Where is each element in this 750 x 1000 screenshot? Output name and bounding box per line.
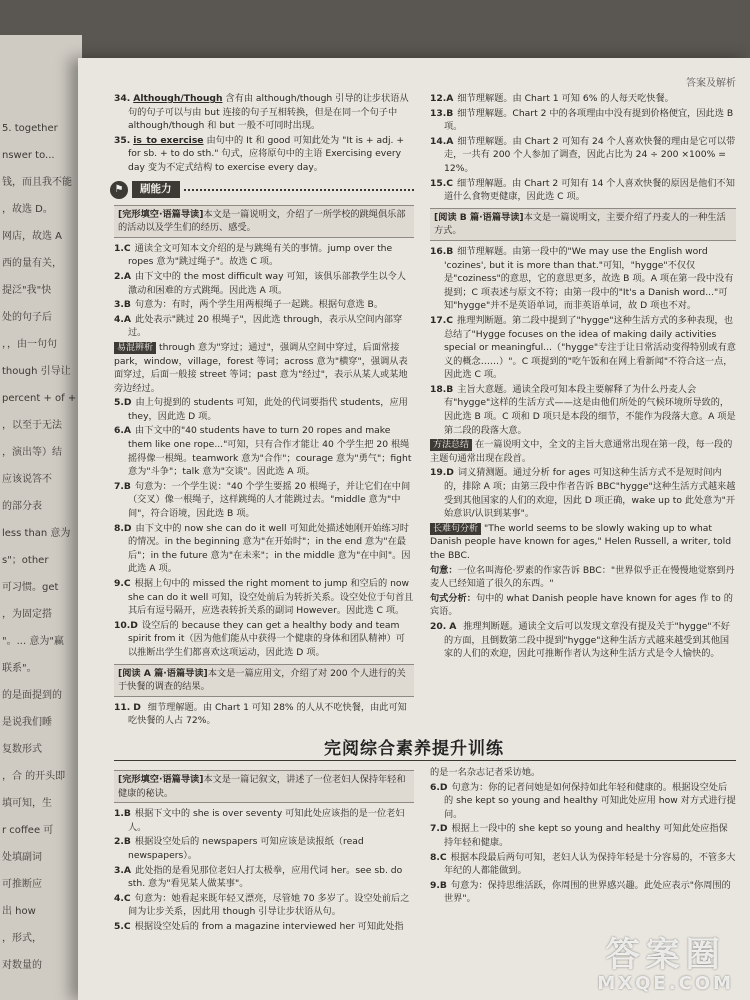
question-number: 8. (114, 522, 124, 534)
answer-list (430, 781, 736, 906)
tip-text: through 意为"穿过；通过"，强调从空间中穿过，后面常接 park，window，village，forest 等词；across 意为"横穿"，强调从表面穿过，后面一般接 street 等词；past 意为"经过"，表示从某人或某地旁边经过。 (114, 341, 408, 394)
answer-letter: C (123, 920, 131, 932)
bottom-right-column (430, 766, 736, 907)
text: 句中的 what Danish people have known for ages 作 to 的宾语。 (430, 592, 733, 618)
answer-letter: D (439, 781, 448, 793)
question-number: 2. (114, 270, 124, 282)
question-number: 7. (114, 480, 124, 492)
explanation: 根据上一段中的 she kept so young and healthy 可知此处应指保持年轻和健康。 (444, 823, 728, 848)
answer-letter: B (123, 480, 131, 492)
question-number: 4. (114, 313, 124, 325)
explanation: 由下文中的 now she can do it well 可知此处描述她刚开始练习时的情况。in the beginning 意为"在开始时"；in the end 意为"在最后"；in the future 意为"在未来"；in the middle 意为"在中间"。因此选 A 项。 (128, 522, 411, 575)
explanation: 主旨大意题。通读全段可知本段主要解释了为什么丹麦人会有"hygge"这样的生活方式——这是由他们所处的气候环境所导致的，因此选 B 项。C 项和 D 项只是本段的细节，不能作为段落大意。A 项是第二段的段落大意。 (444, 383, 736, 436)
explanation: 细节理解题。由 Chart 1 可知 28% 的人从不吃快餐，由此可知吃快餐的人占 72%。 (128, 701, 407, 727)
answer-item (430, 879, 736, 906)
sentence-meaning (430, 564, 736, 591)
guide-tag: [完形填空·语篇导读] (118, 208, 204, 220)
answer-item (430, 383, 736, 437)
question-11 (114, 701, 414, 728)
explanation: 根据设空处后的 from a magazine interviewed her 可知此处指 (134, 920, 404, 932)
passage-guide (114, 205, 414, 238)
answer-letter: B (446, 245, 454, 257)
answer-letter: B (439, 879, 447, 891)
section-title: 完阅综合素养提升训练 (324, 739, 504, 759)
explanation: 根据本段最后两句可知，老妇人认为保持年轻是十分容易的，不管多大年纪的人都能做到。 (444, 851, 736, 877)
answer-item (114, 577, 414, 618)
answer-letter: C (446, 177, 454, 189)
explanation: 由下文中的"40 students have to turn 20 ropes and make them like one rope..."可知，只有合作才能让 40 个学生把 20 根绳摇得像一根绳。teamwork 意为"合作"；courage 意为"勇气"；fight 意为"斗争"；talk 意为"交谈"。因此选 A 项。 (128, 425, 412, 478)
question-number: 1. (114, 808, 124, 820)
section-label: 刷能力 (132, 181, 180, 199)
explanation: 句意为：有时，两个学生用两根绳子一起跳。根据句意选 B。 (134, 299, 384, 311)
question-number: 14. (430, 135, 447, 147)
tip-tag: 易混辨析 (114, 342, 156, 354)
previous-page-text: 处填副词 (2, 852, 42, 863)
watermark-logo (597, 936, 734, 994)
explanation: 句意为：你的记者问她是如何保持如此年轻和健康的。根据设空处后的 she kept so young and healthy 可知此处应用 how 对方式进行提问。 (444, 781, 736, 820)
text: 一位名叫海伦·罗素的作家告诉 BBC："世界似乎正在慢慢地觉察到丹麦人已经知道了很久的东西。" (430, 564, 735, 590)
guide-text: 本文是一篇应用文，介绍了对 200 个人进行的关于快餐的调查的结果。 (118, 667, 406, 693)
answer-letter: C (123, 242, 131, 254)
answer-letter: A (123, 864, 132, 876)
section-band (110, 181, 414, 199)
answer-letter: A (446, 135, 454, 147)
previous-page-text: nswer to... (2, 150, 55, 161)
answer-item (114, 807, 414, 834)
answer-letter: D (130, 619, 138, 631)
answer-letter: D (446, 467, 454, 479)
answer-letter: D (123, 397, 132, 409)
guide-tag: [阅读 A 篇·语篇导读] (118, 667, 208, 679)
question-number: 9. (114, 578, 124, 589)
question-number: 12. (430, 93, 447, 104)
guide-tag: [完形填空·语篇导读] (118, 774, 204, 785)
explanation: 此处指的是看见那位老妇人打太极拳，应用代词 her。see sb. do sth. 意为"看见某人做某事"。 (128, 864, 403, 890)
answer-item (430, 851, 736, 878)
watermark-url: MXQE.COM (597, 973, 734, 994)
divider (114, 760, 736, 761)
answer-item (430, 314, 736, 382)
explanation: 由句中的 It 和 good 可知此处为 "It is + adj. + for sb. + to do sth." 句式，应将原句中的主语 Exercising every day 变为不定式结构 to exercise every day。 (128, 134, 405, 173)
explanation: 句意为：保持思维活跃，你周围的世界感兴趣。此处应表示"你周围的世界"。 (444, 879, 731, 905)
explanation: 细节理解题。由 Chart 1 可知 6% 的人每天吃快餐。 (457, 93, 674, 104)
question-20 (430, 620, 736, 661)
label: 句式分析： (430, 592, 476, 604)
answer-item (430, 245, 736, 313)
previous-page-text: r coffee 可 (2, 825, 54, 836)
explanation: 由上句提到的 students 可知，此处的代词要指代 students，应用 they，因此选 D 项。 (128, 397, 408, 422)
previous-page-text: 西的量有关， (2, 258, 62, 269)
question-number: 18. (430, 383, 447, 395)
previous-page-text: 5. together (2, 123, 58, 134)
answer-item (430, 92, 736, 106)
tip-tag: 方法总结 (430, 439, 472, 451)
previous-page-text: 钱，而且我不能 (2, 177, 72, 188)
flag-icon: ⚑ (110, 181, 128, 199)
question-number: 1. (114, 242, 124, 254)
answer-letter: C (123, 578, 131, 589)
explanation: 推理判断题。通读全文后可以发现文章没有提及关于"hygge"不好的方面，且倒数第二段中提到"hygge"这种生活方式越来越受到其他国家的人们的欢迎，因此可推断作者认为这种生活方式是令人愉快的。 (444, 620, 730, 660)
question-number: 9. (430, 879, 440, 891)
previous-page-text: 可推断应 (2, 879, 42, 890)
explanation: 根据设空处后的 newspapers 可知应该是读报纸（read newspapers）。 (128, 836, 364, 861)
previous-page-text: 提泛"我"快 (2, 285, 52, 296)
answer-list (114, 396, 414, 659)
answer-item (114, 892, 414, 919)
question-number: 5. (114, 920, 124, 932)
previous-page-text: 出 how (2, 906, 36, 917)
question-number: 16. (430, 245, 447, 257)
tip-box (430, 522, 736, 563)
answer-list (430, 466, 736, 520)
answer-item (114, 864, 414, 891)
explanation: 推理判断题。第二段中提到了"hygge"这种生活方式的多种表现，也总结了"Hygge focuses on the idea of making daily activities special or meaningful...（"hygge"专注于让日常活动变得特别或有意义的概念……）"。C 项提到的"吃午饭和在网上看新闻"不符合这一点，因此选 C 项。 (444, 314, 736, 381)
answer-item (430, 822, 736, 849)
question-number: 3. (114, 864, 124, 876)
answer-item (114, 242, 414, 269)
previous-page-text: 处的句子后 (2, 312, 52, 323)
answer-letter: A (449, 620, 457, 632)
answer-item (114, 424, 414, 478)
answer-item (430, 466, 736, 520)
question-number: 35. (114, 134, 131, 146)
previous-page-text: ，演出等）结 (2, 447, 62, 458)
answer-item (114, 920, 414, 934)
answer-item (114, 619, 414, 660)
question-number: 10. (114, 619, 131, 631)
question-number: 2. (114, 836, 124, 848)
answer-letter: A (446, 93, 454, 104)
previous-page-text: ，以至于无法 (2, 420, 62, 431)
answer-letter: D (123, 522, 132, 534)
previous-page-text: 是说我们睡 (2, 717, 52, 728)
answer-text: is_to exercise (133, 134, 204, 146)
question-number: 5. (114, 397, 124, 409)
question-number: 20. (430, 620, 447, 632)
question-number: 15. (430, 177, 447, 189)
previous-page-text: ，故选 D。 (2, 204, 53, 215)
passage-guide (430, 208, 736, 241)
answer-page (78, 58, 750, 1000)
previous-page-text: less than 意为 (2, 528, 71, 539)
watermark-main: 答案圈 (605, 935, 726, 975)
tip-text: "The world seems to be slowly waking up to what Danish people have known for ages," Helen Russell, a writer, told the BBC. (430, 522, 732, 561)
question-number: 11. (114, 701, 131, 713)
answer-item (114, 270, 414, 297)
answer-letter: D (439, 823, 448, 835)
question-number: 6. (114, 425, 124, 437)
previous-page-text: 的部分表 (2, 501, 42, 512)
passage-guide (114, 664, 414, 697)
explanation: 由下文中的 the most difficult way 可知，该俱乐部教学生以令人激动和困难的方式跳绳。因此选 A 项。 (128, 270, 406, 296)
previous-page-text: though 引导让 (2, 366, 71, 377)
previous-page-text: 的是面提到的 (2, 690, 62, 701)
answer-list (430, 92, 736, 204)
guide-text: 本文是一篇记叙文，讲述了一位老妇人保持年轻和健康的秘诀。 (118, 774, 406, 799)
previous-page-text: 联系"。 (2, 663, 37, 674)
previous-page-text: s"；other (2, 555, 49, 566)
previous-page-text: ，为固定搭 (2, 609, 52, 620)
tip-text: 在一篇说明文中，全文的主旨大意通常出现在第一段，每一段的主题句通常出现在段首。 (430, 439, 733, 464)
question-34 (114, 92, 414, 133)
answer-letter: C (123, 892, 131, 904)
answer-letter: B (123, 836, 131, 848)
answer-item (114, 835, 414, 862)
previous-page-text: ，形式， (2, 933, 42, 944)
answer-list (114, 807, 414, 933)
answer-item (114, 522, 414, 576)
tip-tag: 长难句分析 (430, 523, 481, 535)
answer-list (430, 245, 736, 437)
passage-guide (114, 770, 414, 803)
bottom-left-column (114, 766, 414, 935)
tip-box (114, 341, 414, 395)
guide-text: 本文是一篇说明文，主要介绍了丹麦人的一种生活方式。 (434, 211, 726, 237)
previous-page-text: 复数形式 (2, 744, 42, 755)
explanation: 设空后的 because they can get a healthy body and team spirit from it（因为他们能从中获得一个健康的身体和团队精神）可以推断出学生们都喜欢这项运动，因此选 D 项。 (128, 619, 405, 658)
tip-box (430, 438, 736, 465)
answer-letter: B (123, 808, 131, 820)
sentence-analysis (430, 592, 736, 619)
previous-page-text: 对数量的 (2, 960, 42, 971)
label: 句意： (430, 564, 458, 576)
answer-item (114, 396, 414, 423)
explanation: 含有由 although/though 引导的让步状语从句的句子可以与由 but 连接的句子互相转换，但是在同一个句子中 although/though 和 but 一般不可同时出现。 (128, 93, 409, 132)
answer-item (114, 298, 414, 312)
question-number: 19. (430, 467, 447, 479)
explanation: 句意为：她看起来既年轻又漂亮，尽管她 70 多岁了。设空处前后之间为让步关系，因此用 though 引导让步状语从句。 (128, 892, 410, 918)
page-header: 答案及解析 (686, 78, 736, 89)
explanation: 句意为：一个学生说："40 个学生要摇 20 根绳子，并让它们在中间（交叉）像一根绳子，这样跳绳的人才能跳过去。"middle 意为"中间"，符合语境，因此选 B 项。 (128, 480, 411, 520)
previous-page-text: 应该说答不 (2, 474, 52, 485)
answer-letter: B (446, 107, 454, 119)
previous-page-text: 可习惯。get (2, 582, 59, 593)
question-number: 3. (114, 299, 124, 311)
answer-item (430, 107, 736, 134)
previous-page-text: 网店，故选 A (2, 231, 63, 242)
continued-text: 的是一名杂志记者采访她。 (430, 767, 541, 778)
previous-page-text: ，，由一句句 (2, 339, 57, 350)
answer-letter: C (439, 851, 447, 863)
explanation: 细节理解题。Chart 2 中的各项理由中没有提到价格便宜，因此选 B 项。 (444, 107, 734, 133)
question-number: 17. (430, 314, 447, 326)
answer-letter: A (123, 270, 132, 282)
answer-letter: B (123, 299, 131, 311)
answer-item (430, 781, 736, 822)
question-number: 7. (430, 823, 440, 835)
divider (184, 189, 415, 191)
question-number: 8. (430, 851, 440, 863)
left-column (114, 92, 414, 729)
guide-tag: [阅读 B 篇·语篇导读] (434, 211, 524, 223)
previous-page-edge (0, 35, 82, 1000)
right-column (430, 92, 736, 662)
previous-page-text: 填可知，生 (2, 798, 52, 809)
explanation: 根据下文中的 she is over seventy 可知此处应该指的是一位老妇人。 (128, 808, 405, 833)
answer-item (114, 480, 414, 521)
question-number: 34. (114, 93, 131, 104)
answer-letter: A (123, 313, 132, 325)
previous-page-text: "。... 意为"赢 (2, 636, 64, 647)
answer-text: Although/Though (133, 93, 223, 104)
answer-letter: D (133, 701, 141, 713)
guide-text: 本文是一篇说明文，介绍了一所学校的跳绳俱乐部的活动以及学生们的经历、感受。 (118, 208, 406, 234)
answer-item (430, 135, 736, 176)
explanation: 此处表示"跳过 20 根绳子"，因此选 through，表示从空间内部穿过。 (128, 313, 403, 339)
previous-page-text: percent + of + (2, 393, 77, 404)
explanation: 细节理解题。由 Chart 2 可知有 14 个人喜欢快餐的原因是他们不知道什么食物更健康，因此选 C 项。 (444, 177, 735, 203)
answer-item (114, 313, 414, 340)
question-35 (114, 134, 414, 175)
explanation: 细节理解题。由第一段中的"We may use the English word 'cozines', but it is more than that."可知，"hygge"不仅仅是"coziness"的意思，它的意思更多，故选 B 项。A 项在第一段中没有提到；C 项表述与原文不符；由第一段中的"It's a Danish word..."可知"hygge"并不是英语单词，而非英语单词，故 D 项也不对。 (444, 245, 734, 312)
answer-letter: B (446, 383, 454, 395)
explanation: 通读全文可知本文介绍的是与跳绳有关的事情。jump over the ropes 意为"跳过绳子"。故选 C 项。 (128, 242, 393, 268)
explanation: 细节理解题。由 Chart 2 可知有 24 个人喜欢快餐的理由是它可以带走，一共有 200 个人参加了调查，因此占比为 24 ÷ 200 ×100% = 12%。 (444, 135, 736, 174)
question-number: 6. (430, 781, 440, 793)
answer-letter: C (446, 314, 454, 326)
question-number: 13. (430, 107, 447, 119)
explanation: 根据上句中的 missed the right moment to jump 和空后的 now she can do it well 可知，设空处前后为转折关系。设空处位于句首且其后有逗号隔开，应选表转折关系的副词 However。因此选 C 项。 (128, 578, 414, 617)
answer-item (430, 177, 736, 204)
previous-page-text: ，合 的开头即 (2, 771, 66, 782)
explanation: 词义猜测题。通过分析 for ages 可知这种生活方式不是短时间内的，排除 A 项；由第三段中作者告诉 BBC"hygge"这种生活方式越来越受到其他国家的人们的欢迎，因此 D 项正确，wake up to 此处意为"开始意识/认识到某事"。 (444, 467, 736, 520)
question-number: 4. (114, 892, 124, 904)
answer-letter: A (123, 425, 132, 437)
answer-list (114, 242, 414, 340)
